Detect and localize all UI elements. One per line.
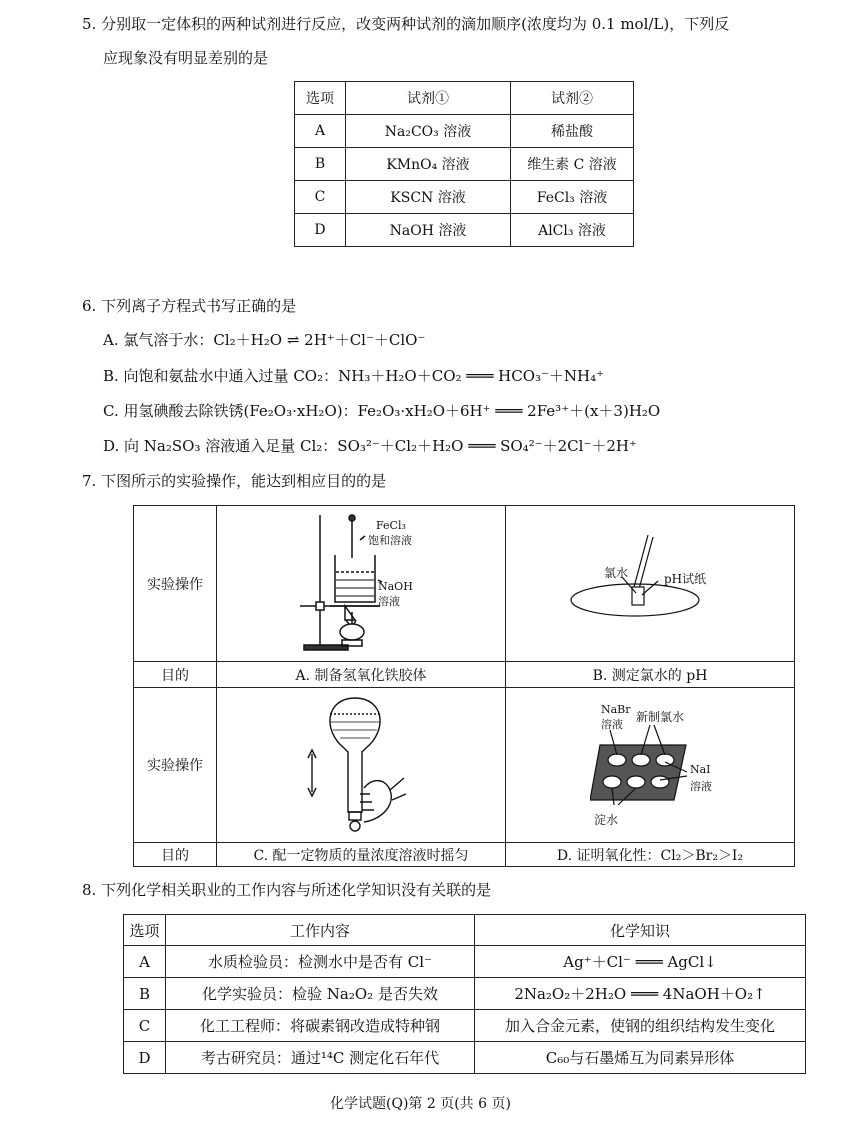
q8-cell: A — [124, 946, 166, 978]
q8-cell: 化工工程师：将碳素钢改造成特种钢 — [166, 1010, 475, 1042]
q8-cell: 加入合金元素，使钢的组织结构发生变化 — [475, 1010, 806, 1042]
label-new-chlorine-water: 新制氯水 — [636, 710, 685, 724]
q8-cell: Ag⁺＋Cl⁻ ═══ AgCl↓ — [475, 946, 806, 978]
q7-goal-c: C. 配一定物质的量浓度溶液时摇匀 — [217, 843, 506, 867]
q5-cell: FeCl₃ 溶液 — [511, 181, 634, 214]
q7-stem: 7. 下图所示的实验操作，能达到相应目的的是 — [82, 472, 387, 490]
label-nai-solution: 溶液 — [690, 780, 712, 793]
q5-header-option: 选项 — [295, 82, 346, 115]
q7-op-label: 实验操作 — [134, 688, 217, 843]
q5-cell: 维生素 C 溶液 — [511, 148, 634, 181]
volumetric-flask-illustration — [300, 690, 410, 840]
q8-table — [123, 914, 806, 1074]
q8-header-option: 选项 — [124, 915, 166, 946]
q6-option-a: A. 氯气溶于水：Cl₂＋H₂O ⇌ 2H⁺＋Cl⁻＋ClO⁻ — [103, 331, 426, 349]
q5-cell: KMnO₄ 溶液 — [346, 148, 511, 181]
q5-cell: D — [295, 214, 346, 247]
q5-header-reagent1: 试剂① — [346, 82, 511, 115]
q7-op-label: 实验操作 — [134, 506, 217, 662]
q8-cell: B — [124, 978, 166, 1010]
label-chlorine-water: 氯水 — [604, 566, 629, 580]
q5-header-reagent2: 试剂② — [511, 82, 634, 115]
q5-stem-line1: 5. 分别取一定体积的两种试剂进行反应，改变两种试剂的滴加顺序(浓度均为 0.1 mol/L)，下列反 — [82, 15, 730, 33]
q5-cell: A — [295, 115, 346, 148]
q8-cell: 2Na₂O₂＋2H₂O ═══ 4NaOH＋O₂↑ — [475, 978, 806, 1010]
q8-cell: 化学实验员：检验 Na₂O₂ 是否失效 — [166, 978, 475, 1010]
q7-goal-label: 目的 — [134, 843, 217, 867]
label-nai: NaI — [690, 763, 711, 776]
q6-option-b: B. 向饱和氨盐水中通入过量 CO₂：NH₃＋H₂O＋CO₂ ═══ HCO₃⁻＋NH₄⁺ — [103, 367, 605, 385]
q8-cell: 考古研究员：通过¹⁴C 测定化石年代 — [166, 1042, 475, 1074]
q5-cell: B — [295, 148, 346, 181]
q6-option-c: C. 用氢碘酸去除铁锈(Fe₂O₃·xH₂O)：Fe₂O₃·xH₂O＋6H⁺ ═══ 2Fe³⁺＋(x＋3)H₂O — [103, 402, 661, 420]
q5-cell: AlCl₃ 溶液 — [511, 214, 634, 247]
label-starch-water: 淀水 — [594, 813, 619, 827]
q5-cell: Na₂CO₃ 溶液 — [346, 115, 511, 148]
q8-cell: D — [124, 1042, 166, 1074]
q5-stem-line2: 应现象没有明显差别的是 — [103, 49, 269, 67]
q7-goal-b: B. 测定氯水的 pH — [506, 662, 795, 688]
q6-option-d: D. 向 Na₂SO₃ 溶液通入足量 Cl₂：SO₃²⁻＋Cl₂＋H₂O ═══ SO₄²⁻＋2Cl⁻＋2H⁺ — [103, 437, 637, 455]
q7-goal-label: 目的 — [134, 662, 217, 688]
q8-header-work: 工作内容 — [166, 915, 475, 946]
q8-cell: C — [124, 1010, 166, 1042]
label-fecl3: FeCl₃ — [376, 519, 406, 532]
q8-cell: 水质检验员：检测水中是否有 Cl⁻ — [166, 946, 475, 978]
q5-cell: NaOH 溶液 — [346, 214, 511, 247]
q7-goal-a: A. 制备氢氧化铁胶体 — [217, 662, 506, 688]
q5-table — [294, 81, 634, 247]
q5-cell: C — [295, 181, 346, 214]
label-nabr: NaBr — [601, 703, 631, 716]
q8-stem: 8. 下列化学相关职业的工作内容与所述化学知识没有关联的是 — [82, 881, 492, 899]
q5-cell: KSCN 溶液 — [346, 181, 511, 214]
label-naoh: NaOH — [378, 580, 413, 593]
q8-cell: C₆₀与石墨烯互为同素异形体 — [475, 1042, 806, 1074]
label-saturated: 饱和溶液 — [368, 534, 412, 547]
q5-cell: 稀盐酸 — [511, 115, 634, 148]
page-footer: 化学试题(Q)第 2 页(共 6 页) — [330, 1096, 511, 1112]
label-ph-paper: pH试纸 — [664, 572, 707, 586]
label-solution: 溶液 — [378, 595, 400, 608]
label-nabr-solution: 溶液 — [601, 718, 623, 731]
q6-stem: 6. 下列离子方程式书写正确的是 — [82, 297, 297, 315]
q7-goal-d: D. 证明氧化性：Cl₂＞Br₂＞I₂ — [506, 843, 795, 867]
q8-header-knowledge: 化学知识 — [475, 915, 806, 946]
